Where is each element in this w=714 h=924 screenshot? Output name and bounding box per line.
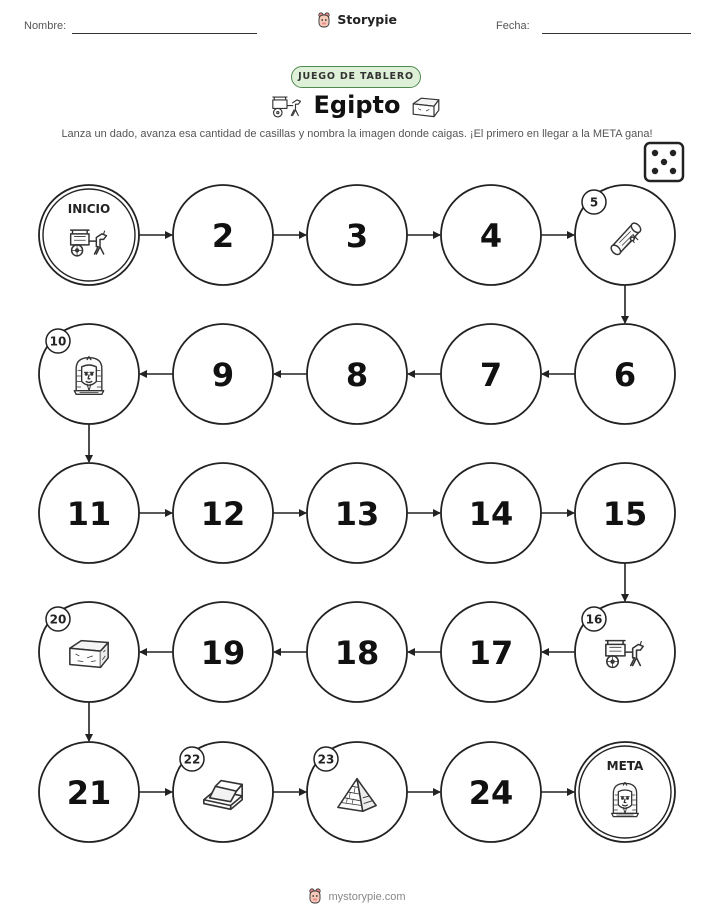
board-space [39, 742, 139, 842]
space-number: 4 [479, 217, 503, 255]
board-space [307, 742, 407, 842]
board-space [173, 463, 273, 563]
storypie-mascot-icon [308, 888, 322, 904]
space-number: 3 [345, 217, 369, 255]
game-instructions: Lanza un dado, avanza esa cantidad de casillas y nombra la imagen donde caigas. ¡El primero en llegar a la META gana! [61, 128, 653, 140]
space-number: 16 [585, 612, 603, 627]
board-space [173, 324, 273, 424]
board-space [441, 742, 541, 842]
board-space [173, 742, 273, 842]
board-space [307, 463, 407, 563]
space-number: 6 [613, 356, 637, 394]
board-space [307, 185, 407, 285]
space-finish [575, 742, 675, 842]
board-space [441, 185, 541, 285]
stone-block-icon [70, 641, 108, 668]
space-number: 18 [334, 634, 380, 672]
board-space [575, 602, 675, 702]
board-space [575, 185, 675, 285]
space-number: 13 [334, 495, 380, 533]
board-space [39, 463, 139, 563]
footer-site: mystorypie.com [328, 891, 406, 903]
space-number: 15 [602, 495, 648, 533]
pharaoh-icon [612, 783, 639, 817]
board-space [307, 324, 407, 424]
space-number: 23 [317, 752, 335, 767]
footer [0, 888, 714, 904]
space-number: 2 [211, 217, 235, 255]
board-space [441, 463, 541, 563]
space-number: 22 [183, 752, 201, 767]
space-label: META [606, 759, 644, 773]
space-number: 9 [211, 356, 235, 394]
space-number: 20 [49, 612, 67, 627]
space-number: 11 [66, 495, 112, 533]
space-number: 8 [345, 356, 369, 394]
space-number: 19 [200, 634, 246, 672]
space-number: 21 [66, 774, 112, 812]
board-space [441, 602, 541, 702]
space-label: INICIO [67, 202, 111, 216]
board-space [307, 602, 407, 702]
board-space [575, 463, 675, 563]
brand-name: Storypie [337, 12, 397, 27]
board-space [441, 324, 541, 424]
board-space [173, 185, 273, 285]
board-space [173, 602, 273, 702]
space-number: 10 [49, 334, 67, 349]
pharaoh-icon [74, 357, 103, 395]
space-number: 17 [468, 634, 514, 672]
space-number: 14 [468, 495, 514, 533]
space-start [39, 185, 139, 285]
board-space [575, 324, 675, 424]
space-number: 12 [200, 495, 246, 533]
space-number: 5 [589, 195, 599, 210]
board-space [39, 602, 139, 702]
space-number: 7 [479, 356, 503, 394]
game-title: Egipto [313, 91, 401, 119]
space-number: 24 [468, 774, 514, 812]
name-label: Nombre: [24, 20, 67, 32]
board-space [39, 324, 139, 424]
game-type-badge: JUEGO DE TABLERO [291, 66, 421, 88]
date-label: Fecha: [496, 20, 530, 32]
